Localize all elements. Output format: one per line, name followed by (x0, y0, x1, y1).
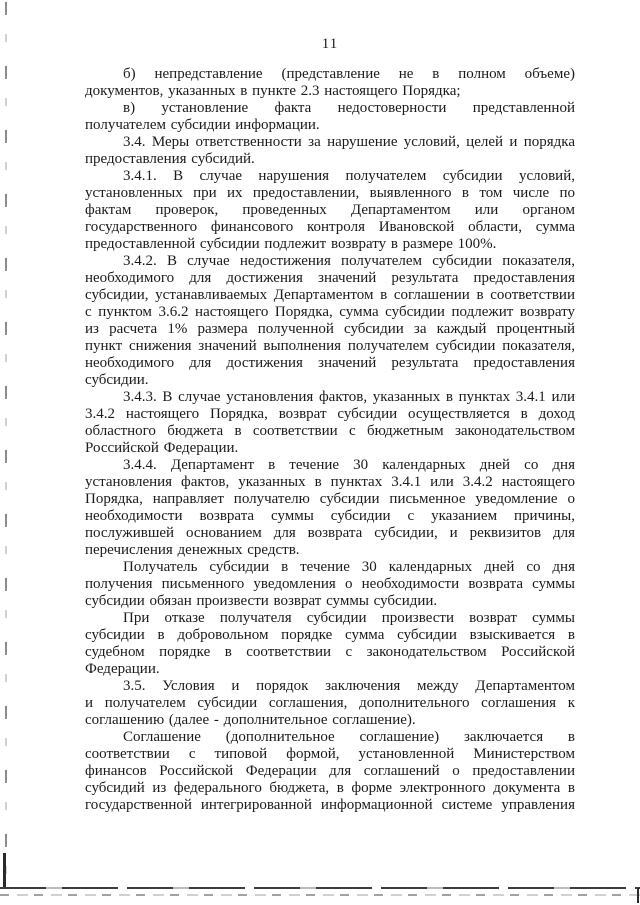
scan-artifact-left-edge-bottom (3, 853, 6, 889)
text-line: послужившей основанием для возврата субсидии, и реквизитов для (85, 525, 575, 541)
text-line: с пунктом 3.6.2 настоящего Порядка, сумма субсидии подлежит возврату (85, 304, 575, 320)
text-line: предоставленной субсидии подлежит возврату в размере 100%. (85, 236, 497, 252)
text-line: 3.4.4. Департамент в течение 30 календарных дней со дня (123, 457, 575, 473)
text-line: судебном порядке в соответствии с законодательством Российской (85, 644, 575, 660)
text-line: получателем субсидии информации. (85, 117, 320, 133)
text-line: соглашению (далее - дополнительное соглашение). (85, 712, 416, 728)
text-line: необходимости возврата суммы субсидии с указанием причины, (85, 508, 575, 524)
paragraph (85, 168, 575, 253)
text-line: Получатель субсидии в течение 30 календарных дней со дня (123, 559, 575, 575)
text-line: перечисления денежных средств. (85, 542, 300, 558)
text-line: субсидии, устанавливаемых Департаментом в соглашении в соответствии (85, 287, 575, 303)
text-line: 3.4. Меры ответственности за нарушение условий, целей и порядка (123, 134, 575, 150)
paragraph (85, 66, 575, 100)
text-line: соответствии с типовой формой, установленной Министерством (85, 746, 575, 762)
text-line: необходимого для достижения значений результата предоставления (85, 270, 575, 286)
text-line: финансов Российской Федерации для соглашений о предоставлении (85, 763, 575, 779)
text-line: Соглашение (дополнительное соглашение) заключается в (123, 729, 575, 745)
paragraph (85, 729, 575, 814)
text-line: субсидии в добровольном порядке сумма субсидии взыскивается в (85, 627, 575, 643)
text-line: Российской Федерации. (85, 440, 239, 456)
text-line: б) непредставление (представление не в полном объеме) (123, 66, 575, 82)
paragraph (85, 457, 575, 559)
paragraph (85, 610, 575, 678)
paragraph (85, 100, 575, 134)
text-line: и получателем субсидии соглашения, дополнительного соглашения к (85, 695, 575, 711)
text-line: субсидии. (85, 372, 149, 388)
paragraph (85, 389, 575, 457)
scan-artifact-left-edge (5, 2, 7, 886)
text-line: фактам проверок, проведенных Департаментом или органом (85, 202, 575, 218)
scan-artifact-bottom-right-tick (637, 888, 639, 903)
text-line: получения письменного уведомления о необходимости возврата суммы (85, 576, 575, 592)
document-body (85, 66, 575, 814)
text-line: установления фактов, указанных в пунктах 3.4.1 или 3.4.2 настоящего (85, 474, 575, 490)
text-line: в) установление факта недостоверности представленной (123, 100, 575, 116)
text-line: государственной интегрированной информационной системе управления (85, 797, 575, 813)
page-number: 11 (321, 36, 339, 52)
text-line: 3.4.3. В случае установления фактов, указанных в пунктах 3.4.1 или (123, 389, 575, 405)
text-line: 3.4.2. В случае недостижения получателем субсидии показателя, (123, 253, 575, 269)
text-line: документов, указанных в пункте 2.3 настоящего Порядка; (85, 83, 461, 99)
text-line: субсидии обязан произвести возврат суммы субсидии. (85, 593, 438, 609)
text-line: из расчета 1% размера полученной субсидии за каждый процентный (85, 321, 575, 337)
text-line: 3.4.2 настоящего Порядка, возврат субсидии осуществляется в доход (85, 406, 575, 422)
text-line: областного бюджета в соответствии с бюджетным законодательством (85, 423, 575, 439)
paragraph (85, 559, 575, 610)
paragraph (85, 253, 575, 389)
text-line: Порядка, направляет получателю субсидии письменное уведомление о (85, 491, 575, 507)
text-line: При отказе получателя субсидии произвести возврат суммы (123, 610, 575, 626)
scan-artifact-bottom-line (0, 887, 640, 889)
text-line: государственного финансового контроля Ивановской области, сумма (85, 219, 575, 235)
text-line: необходимого для достижения значений результата предоставления (85, 355, 575, 371)
scan-artifact-bottom-dashed-line (0, 894, 640, 896)
text-line: субсидий из федерального бюджета, в форме электронного документа в (85, 780, 575, 796)
text-line: 3.5. Условия и порядок заключения между Департаментом (123, 678, 575, 694)
text-line: Федерации. (85, 661, 160, 677)
text-line: предоставления субсидий. (85, 151, 255, 167)
paragraph (85, 678, 575, 729)
text-line: установленных при их предоставлении, выявленного в том числе по (85, 185, 575, 201)
text-line: пункт снижения значений выполнения получателем субсидии показателя, (85, 338, 575, 354)
paragraph (85, 134, 575, 168)
text-line: 3.4.1. В случае нарушения получателем субсидии условий, (123, 168, 575, 184)
